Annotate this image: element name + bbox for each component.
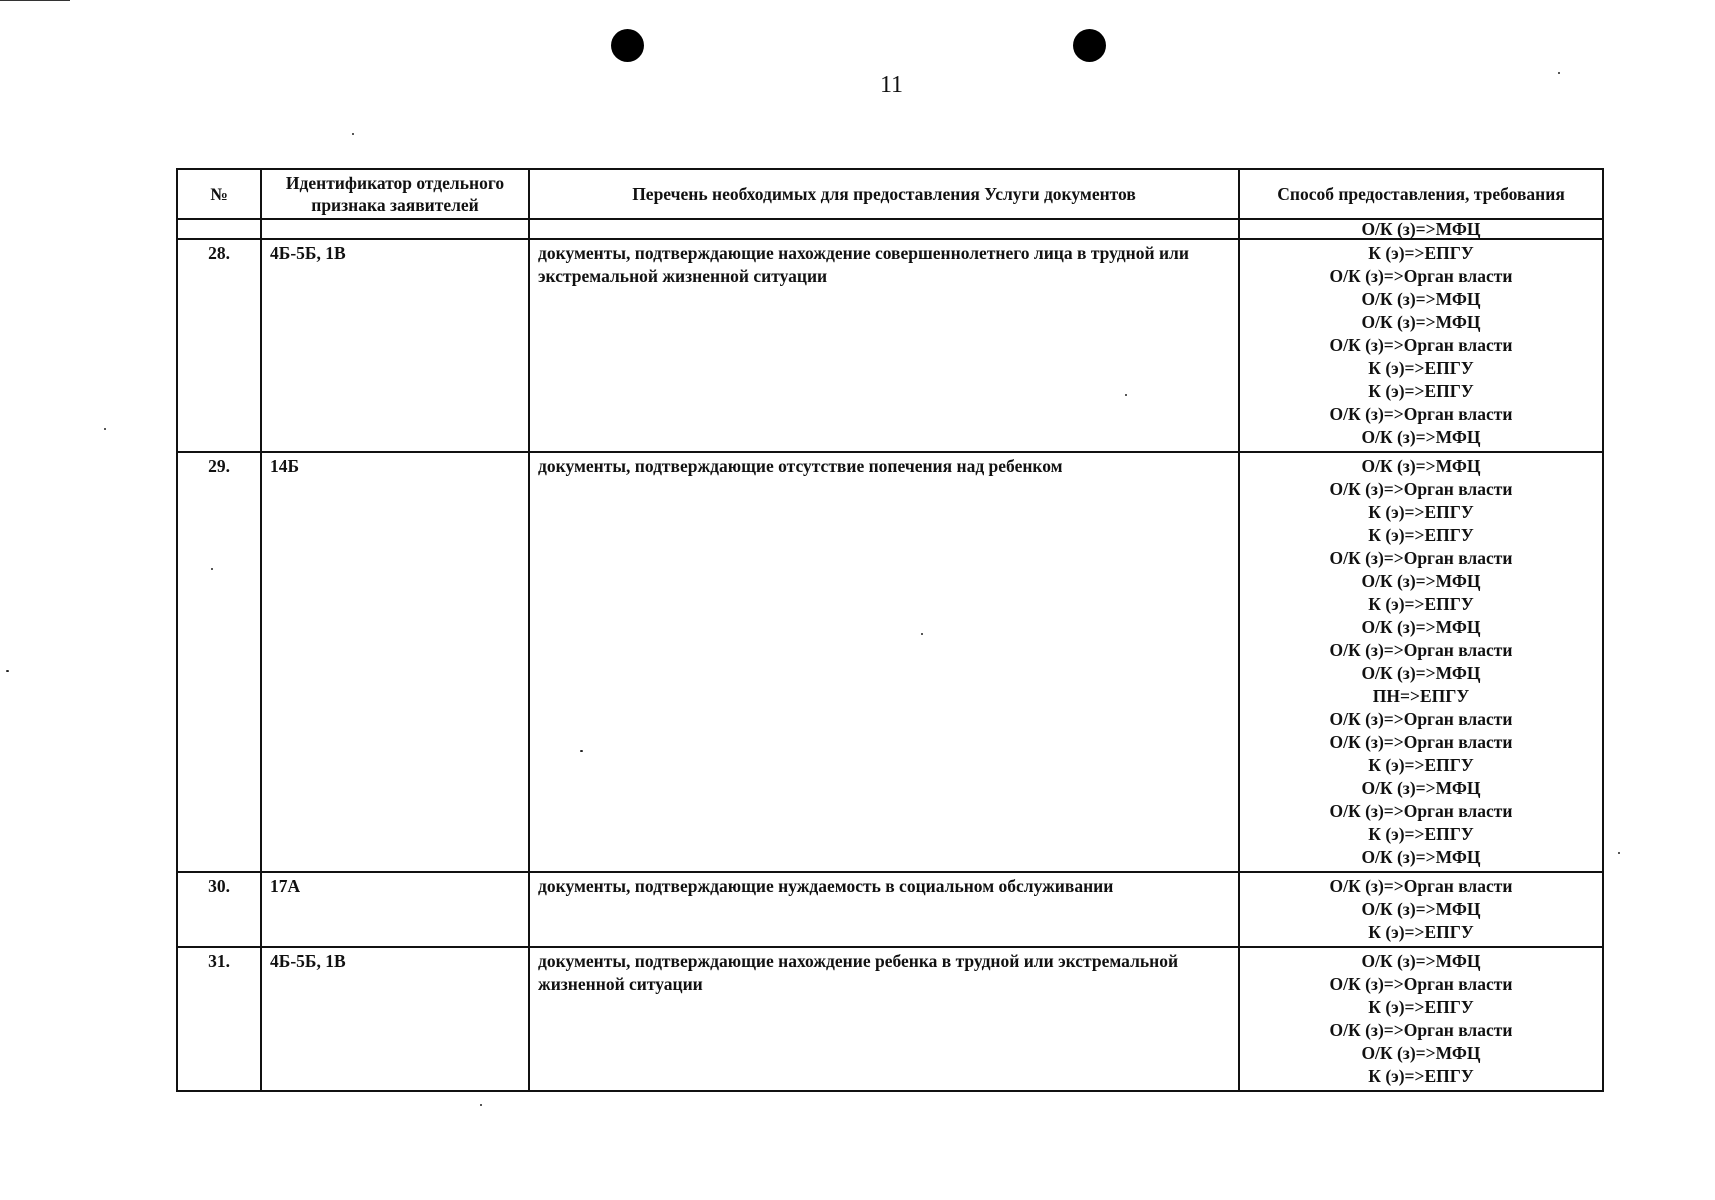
scan-speck [921,633,923,635]
header-method: Способ предоставления, требования [1239,169,1603,219]
method-item: О/К (з)=>МФЦ [1361,1043,1481,1063]
method-item: О/К (з)=>Орган власти [1329,974,1513,994]
method-item: К (э)=>ЕПГУ [1368,243,1474,263]
scan-speck [6,670,9,672]
method-item: К (э)=>ЕПГУ [1368,922,1474,942]
header-num: № [177,169,261,219]
method-item: О/К (з)=>Орган власти [1329,479,1513,499]
table-row [177,239,1603,452]
cell-methods [1239,239,1603,452]
continuation-row [177,219,1603,239]
method-item: О/К (з)=>МФЦ [1361,663,1481,683]
scan-edge-mark [0,0,70,1]
method-item: О/К (з)=>МФЦ [1361,427,1481,447]
cell-docs [529,219,1239,239]
method-item: О/К (з)=>Орган власти [1329,709,1513,729]
method-item: К (э)=>ЕПГУ [1368,997,1474,1017]
table-row [177,452,1603,872]
table-row [177,872,1603,947]
method-item: О/К (з)=>Орган власти [1329,640,1513,660]
method-item: О/К (з)=>Орган власти [1329,335,1513,355]
cell-methods [1239,452,1603,872]
method-item: О/К (з)=>Орган власти [1329,548,1513,568]
method-item: О/К (з)=>МФЦ [1361,899,1481,919]
method-item: О/К (з)=>МФЦ [1361,778,1481,798]
cell-docs: документы, подтверждающие нахождение совершеннолетнего лица в трудной или экстремальной жизненной ситуации [529,239,1239,452]
method-item: О/К (з)=>МФЦ [1361,617,1481,637]
method-item: К (э)=>ЕПГУ [1368,824,1474,844]
method-item: О/К (з)=>Орган власти [1329,876,1513,896]
method-item: О/К (з)=>МФЦ [1361,289,1481,309]
cell-methods [1239,872,1603,947]
scan-speck [211,568,213,570]
method-item: К (э)=>ЕПГУ [1368,594,1474,614]
punch-hole-left [611,29,644,62]
method-item: К (э)=>ЕПГУ [1368,502,1474,522]
table-row [177,947,1603,1091]
scan-speck [480,1104,482,1106]
cell-num: 29. [177,452,261,872]
method-item: К (э)=>ЕПГУ [1368,755,1474,775]
cell-docs: документы, подтверждающие нахождение ребенка в трудной или экстремальной жизненной ситуации [529,947,1239,1091]
scan-speck [104,428,106,430]
cell-num: 31. [177,947,261,1091]
method-item: О/К (з)=>Орган власти [1329,732,1513,752]
cell-docs: документы, подтверждающие нуждаемость в социальном обслуживании [529,872,1239,947]
page-number: 11 [879,72,904,98]
scan-speck [352,133,354,135]
cell-methods [1239,219,1603,239]
scan-speck [580,750,583,752]
cell-id [261,219,529,239]
scan-speck [1558,72,1560,74]
documents-table [176,168,1604,1092]
cell-num: 28. [177,239,261,452]
header-documents: Перечень необходимых для предоставления Услуги документов [529,169,1239,219]
method-item: К (э)=>ЕПГУ [1368,358,1474,378]
cell-id: 14Б [261,452,529,872]
method-item: ПН=>ЕПГУ [1372,686,1470,706]
method-item: О/К (з)=>МФЦ [1361,847,1481,867]
header-identifier: Идентификатор отдельного признака заявителей [261,169,529,219]
method-item: О/К (з)=>МФЦ [1361,951,1481,971]
cell-id: 17А [261,872,529,947]
cell-id: 4Б-5Б, 1В [261,947,529,1091]
method-item: К (э)=>ЕПГУ [1368,381,1474,401]
cell-docs: документы, подтверждающие отсутствие попечения над ребенком [529,452,1239,872]
method-item: О/К (з)=>Орган власти [1329,404,1513,424]
scan-speck [1618,852,1620,854]
method-item: К (э)=>ЕПГУ [1368,525,1474,545]
cell-id: 4Б-5Б, 1В [261,239,529,452]
table-header-row [177,169,1603,219]
method-item: О/К (з)=>МФЦ [1361,219,1481,239]
table-body [177,219,1603,1091]
cell-num [177,219,261,239]
method-item: К (э)=>ЕПГУ [1368,1066,1474,1086]
method-item: О/К (з)=>МФЦ [1361,312,1481,332]
scan-speck [1125,394,1127,396]
cell-methods [1239,947,1603,1091]
method-item: О/К (з)=>Орган власти [1329,1020,1513,1040]
method-item: О/К (з)=>Орган власти [1329,266,1513,286]
method-item: О/К (з)=>МФЦ [1361,456,1481,476]
punch-hole-right [1073,29,1106,62]
cell-num: 30. [177,872,261,947]
method-item: О/К (з)=>МФЦ [1361,571,1481,591]
method-item: О/К (з)=>Орган власти [1329,801,1513,821]
